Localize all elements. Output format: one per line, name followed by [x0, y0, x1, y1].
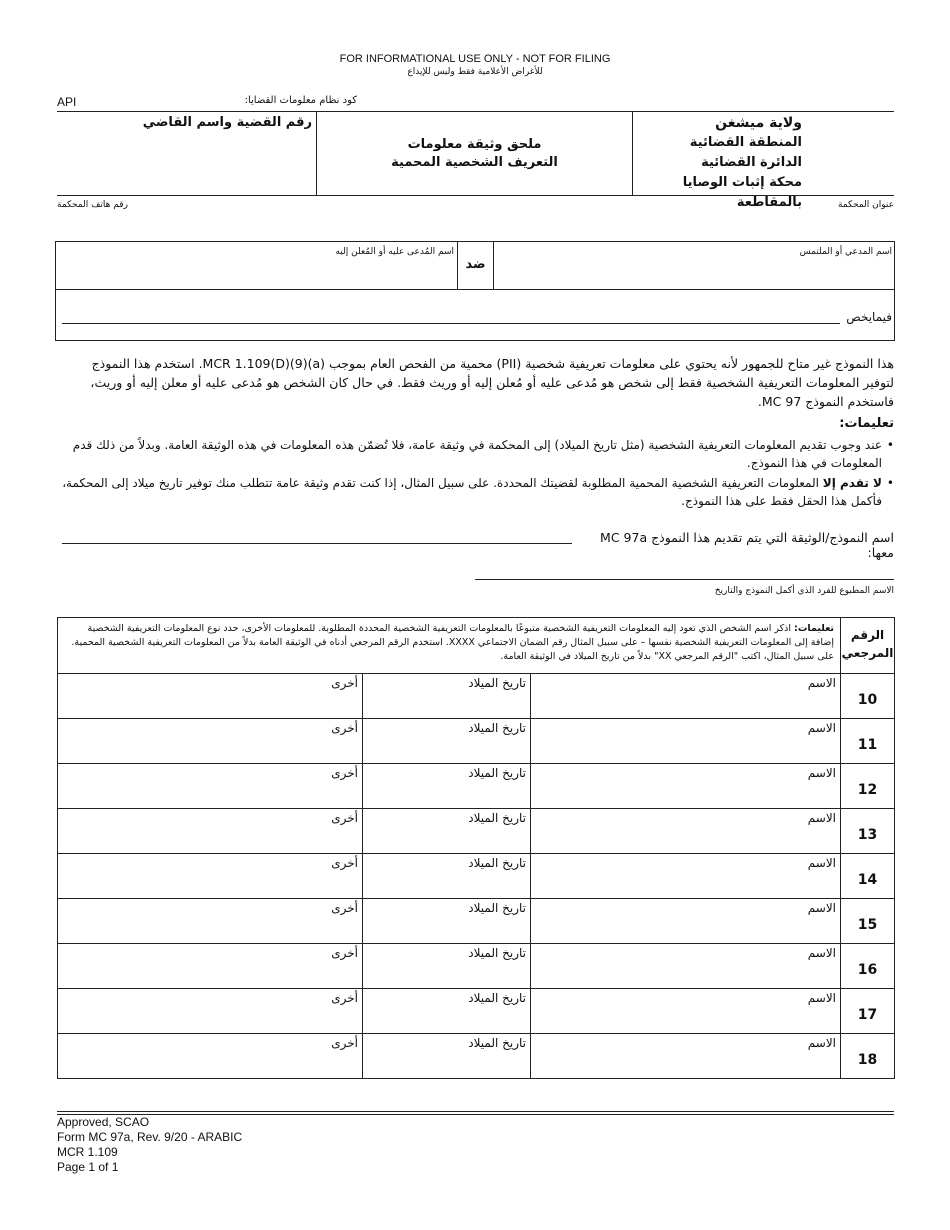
name-cell[interactable] — [531, 1034, 841, 1079]
defendant-label: اسم المُدعى عليه أو المُعلن إليه — [335, 247, 454, 257]
case-number-label: رقم القضية واسم القاضي — [142, 115, 312, 130]
judicial-region: المنطقة القضائية — [689, 135, 802, 150]
dob-cell-label: تاريخ الميلاد — [468, 991, 526, 1005]
header-divider-right — [632, 111, 633, 196]
other-cell[interactable] — [58, 854, 363, 899]
judicial-circuit: الدائرة القضائية — [701, 155, 802, 170]
notice-ar: للأغراض الأعلامية فقط وليس للإيداع — [407, 67, 543, 77]
name-cell[interactable] — [531, 674, 841, 719]
footer-rule: MCR 1.109 — [57, 1145, 118, 1159]
dob-cell-label: تاريخ الميلاد — [468, 1036, 526, 1050]
other-cell-label: أخرى — [331, 721, 358, 735]
footer-approved: Approved, SCAO — [57, 1115, 150, 1129]
table-instructions — [64, 622, 834, 664]
dob-cell[interactable] — [363, 764, 531, 809]
footer-rule-1 — [57, 1111, 894, 1112]
in-matter-field[interactable] — [62, 323, 840, 324]
table-row — [58, 944, 895, 989]
dob-cell[interactable] — [363, 809, 531, 854]
form-title — [317, 136, 632, 172]
ref-number-cell — [841, 989, 895, 1034]
other-cell[interactable] — [58, 944, 363, 989]
ref-header-line2: المرجعي — [841, 646, 894, 660]
api-label: كود نظام معلومات القضايا: — [244, 95, 357, 106]
instruction-item-2 — [62, 474, 894, 510]
defendant-field[interactable] — [60, 260, 452, 286]
other-cell-label: أخرى — [331, 856, 358, 870]
header-top-rule — [57, 111, 894, 112]
name-cell-label: الاسم — [807, 766, 836, 780]
name-cell[interactable] — [531, 989, 841, 1034]
other-cell[interactable] — [58, 764, 363, 809]
form-title-line2: التعريف الشخصية المحمية — [391, 155, 558, 170]
other-cell[interactable] — [58, 809, 363, 854]
footer-page: Page 1 of 1 — [57, 1160, 119, 1174]
notice-en: FOR INFORMATIONAL USE ONLY - NOT FOR FILING — [339, 53, 611, 65]
footer-form: Form MC 97a, Rev. 9/20 - ARABIC — [57, 1130, 243, 1144]
api-value: API — [57, 95, 77, 109]
ref-number: 12 — [857, 782, 878, 798]
other-cell-label: أخرى — [331, 766, 358, 780]
instructions-heading: تعليمات: — [839, 416, 894, 431]
table-body — [58, 674, 895, 1079]
dob-cell-label: تاريخ الميلاد — [468, 766, 526, 780]
instruction-2-text: المعلومات التعريفية الشخصية المحمية المطلوبة لقضيتك المحددة. على سبيل المثال، إذا كنت تقدم وثيقة عامة تتطلب منك توفير تاريخ ميلاد إلى المحكمة، فأكمل هذا الحقل فقط على هذا النموذج. — [62, 476, 882, 508]
dob-cell-label: تاريخ الميلاد — [468, 946, 526, 960]
probate-court: محكة إثبات الوصايا بالمقاطعة — [682, 175, 802, 210]
name-cell-label: الاسم — [807, 1036, 836, 1050]
ref-number-cell — [841, 899, 895, 944]
table-row — [58, 854, 895, 899]
footer-info — [57, 1115, 242, 1175]
name-cell[interactable] — [531, 854, 841, 899]
table-instructions-cell — [58, 618, 841, 674]
attached-form-field[interactable] — [62, 543, 572, 544]
other-cell-label: أخرى — [331, 991, 358, 1005]
other-cell-label: أخرى — [331, 901, 358, 915]
parties-mid-rule — [55, 289, 895, 290]
ref-number: 17 — [857, 1007, 878, 1023]
instruction-item-1 — [62, 436, 894, 472]
court-info — [640, 113, 802, 213]
ref-number-header — [841, 618, 895, 674]
name-cell-label: الاسم — [807, 991, 836, 1005]
other-cell[interactable] — [58, 899, 363, 944]
instructions-list — [62, 436, 894, 510]
other-cell-label: أخرى — [331, 676, 358, 690]
table-header-row — [58, 618, 895, 674]
table-row — [58, 809, 895, 854]
other-cell-label: أخرى — [331, 1036, 358, 1050]
ref-number: 10 — [857, 692, 878, 708]
versus-label: ضد — [465, 257, 486, 272]
court-phone-label: رقم هاتف المحكمة — [57, 200, 128, 210]
ref-number-cell — [841, 1034, 895, 1079]
api-code — [57, 95, 357, 106]
dob-cell[interactable] — [363, 854, 531, 899]
in-matter-label: فيمايخص — [846, 310, 892, 324]
dob-cell-label: تاريخ الميلاد — [468, 676, 526, 690]
dob-cell[interactable] — [363, 944, 531, 989]
dob-cell[interactable] — [363, 899, 531, 944]
name-cell[interactable] — [531, 944, 841, 989]
name-cell[interactable] — [531, 719, 841, 764]
other-cell-label: أخرى — [331, 811, 358, 825]
instruction-2-bold: لا تقدم إلا — [822, 476, 882, 490]
name-cell-label: الاسم — [807, 946, 836, 960]
plaintiff-label: اسم المدعي أو الملتمس — [799, 247, 892, 257]
ref-header-line1: الرقم — [850, 628, 885, 642]
dob-cell[interactable] — [363, 1034, 531, 1079]
ref-number-cell — [841, 854, 895, 899]
dob-cell-label: تاريخ الميلاد — [468, 856, 526, 870]
name-cell[interactable] — [531, 764, 841, 809]
attached-form-label: اسم النموذج/الوثيقة التي يتم تقديم هذا النموذج MC 97a معها: — [600, 530, 894, 560]
plaintiff-field[interactable] — [500, 260, 890, 286]
form-title-line1: ملحق وثيقة معلومات — [407, 137, 542, 152]
other-cell[interactable] — [58, 719, 363, 764]
dob-cell-label: تاريخ الميلاد — [468, 901, 526, 915]
name-cell-label: الاسم — [807, 856, 836, 870]
instruction-1-text: عند وجوب تقديم المعلومات التعريفية الشخصية (مثل تاريخ الميلاد) إلى المحكمة في وثيقة عامة، فلا تُضمّن هذه المعلومات في هذه الوثيقة العامة. وبدلاً من ذلك قدم المعلومات في هذا النموذج. — [72, 438, 882, 470]
dob-cell[interactable] — [363, 674, 531, 719]
ref-number: 16 — [857, 962, 878, 978]
ref-number: 11 — [857, 737, 878, 753]
intro-paragraph: هذا النموذج غير متاح للجمهور لأنه يحتوي على معلومات تعريفية شخصية (PII) محمية من الفحص العام بموجب MCR 1.109(D)(9)(a). استخدم هذا النموذج لتوفير المعلومات التعريفية الشخصية فقط إلى شخص هو مُدعى عليه أو مُعلن إليه أو وريث فقط. في حال كان الشخص هو مُدعى عليه أو معلن إليه أو وريث، فاستخدم النموذج MC 97. — [90, 356, 894, 409]
name-cell[interactable] — [531, 809, 841, 854]
name-cell-label: الاسم — [807, 676, 836, 690]
state-name: ولاية ميشغن — [715, 115, 802, 131]
dob-cell-label: تاريخ الميلاد — [468, 811, 526, 825]
ref-number: 13 — [857, 827, 878, 843]
ref-number-cell — [841, 719, 895, 764]
table-row — [58, 989, 895, 1034]
dob-cell[interactable] — [363, 719, 531, 764]
table-instructions-bold: تعليمات: — [794, 623, 834, 634]
table-row — [58, 719, 895, 764]
other-cell[interactable] — [58, 674, 363, 719]
name-cell-label: الاسم — [807, 811, 836, 825]
other-cell[interactable] — [58, 1034, 363, 1079]
court-address-label: عنوان المحكمة — [838, 200, 894, 210]
dob-cell-label: تاريخ الميلاد — [468, 721, 526, 735]
table-instructions-text: اذكر اسم الشخص الذي تعود إليه المعلومات التعريفية الشخصية متبوعًا بالمعلومات التعريفية الشخصية المحددة المطلوبة. للمعلومات الأخرى، حدد نوع المعلومات التعريفية الشخصية إضافة إلى المعلومات التعريفية الشخصية نفسها – على سبيل المثال رقم الضمان الاجتماعي XXXX. استخدم الرقم المرجعي أدناه في الوثيقة العامة بدلاً من المعلومات التعريفية الشخصية المحمية. على سبيل المثال، اكتب "الرقم المرجعي XX" بدلاً من تاريخ الميلاد في الوثيقة العامة. — [71, 623, 834, 662]
name-cell-label: الاسم — [807, 901, 836, 915]
pii-reference-table — [57, 617, 895, 1079]
table-row — [58, 764, 895, 809]
ref-number: 14 — [857, 872, 878, 888]
table-row — [58, 1034, 895, 1079]
case-number-field[interactable] — [60, 130, 310, 190]
parties-divider-right — [493, 241, 494, 289]
other-cell-label: أخرى — [331, 946, 358, 960]
ref-number-cell — [841, 764, 895, 809]
name-cell-label: الاسم — [807, 721, 836, 735]
dob-cell[interactable] — [363, 989, 531, 1034]
preparer-name-field[interactable] — [475, 579, 894, 580]
ref-number-cell — [841, 809, 895, 854]
name-cell[interactable] — [531, 899, 841, 944]
preparer-label: الاسم المطبوع للفرد الذي أكمل النموذج والتاريخ — [714, 586, 894, 596]
ref-number: 15 — [857, 917, 878, 933]
ref-number: 18 — [857, 1052, 878, 1068]
other-cell[interactable] — [58, 989, 363, 1034]
ref-number-cell — [841, 944, 895, 989]
table-row — [58, 674, 895, 719]
ref-number-cell — [841, 674, 895, 719]
table-row — [58, 899, 895, 944]
